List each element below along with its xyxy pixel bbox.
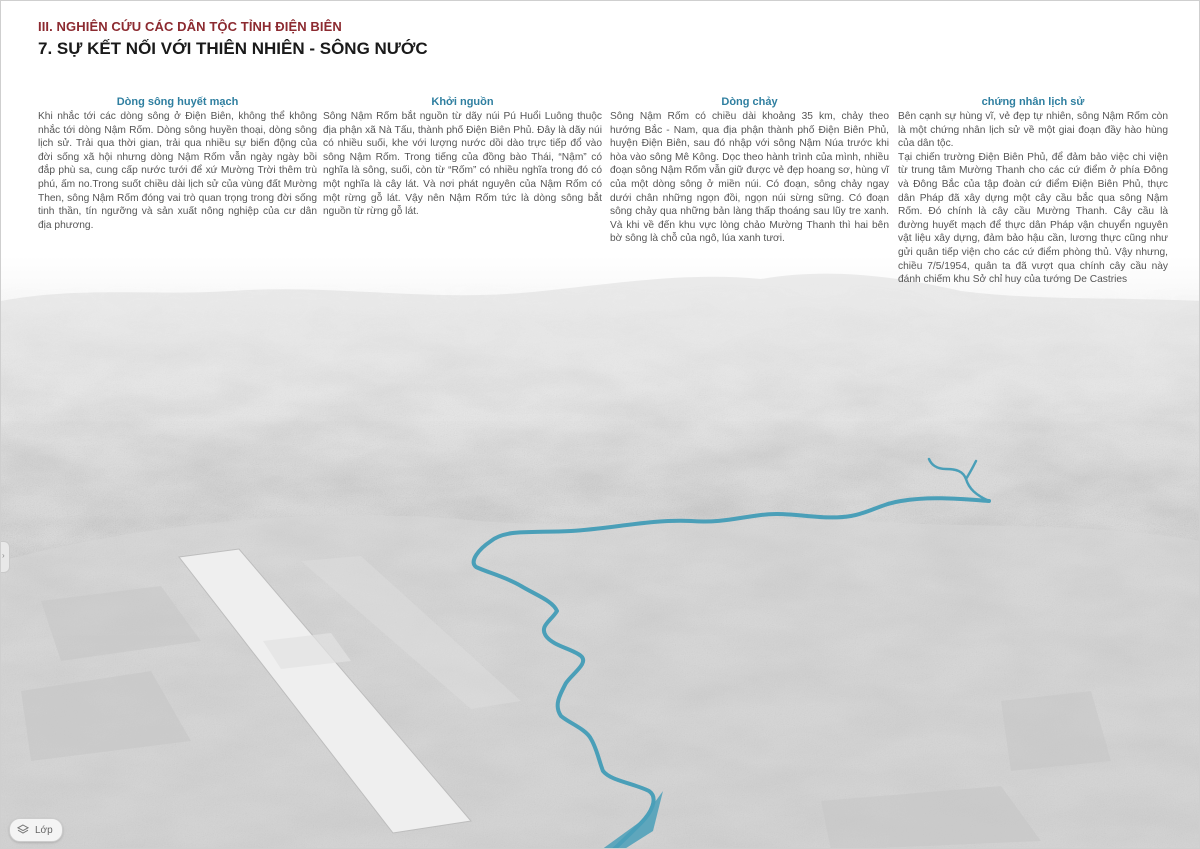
column-body: Sông Nậm Rốm bắt nguồn từ dãy núi Pú Huổi Luông thuộc địa phận xã Nà Tấu, thành phố Điện Biên Phủ. Đây là dãy núi có nhiều suối, khe với lượng nước dồi dào trực tiếp đổ vào sông Nậm Rốm. Trong tiếng của đồng bào Thái, “Nậm” có nghĩa là sông, suối, còn từ “Rốm” có nhiều nghĩa trong đó có một nghĩa là cây lát. Và nơi phát nguyên của Nậm Rốm có một rừng gỗ lát. Vậy nên Nậm Rốm tức là dòng sông bắt nguồn từ rừng gỗ lát. <box>323 111 602 218</box>
column-heading: Dòng sông huyết mạch <box>116 96 239 108</box>
valley-floor <box>1 515 1200 849</box>
column-body: Khi nhắc tới các dòng sông ở Điện Biên, không thể không nhắc tới dòng Nậm Rốm. Dòng sông huyền thoại, dòng sông lịch sử. Trải qua thời gian, trải qua nhiều sự biến động của đời sống xã hội nhưng dòng Nậm Rốm vẫn ngày ngày bồi đắp phù sa, cung cấp nước tưới để xứ Mường Trời thêm trù phú, ấm no.Trong suốt chiều dài lịch sử của vùng đất Mường Then, sông Nậm Rốm đóng vai trò quan trọng trong đời sống tinh thần, tín ngưỡng và sản xuất nông nghiệp của cư dân địa phương. <box>38 111 317 231</box>
column-body: Bên cạnh sự hùng vĩ, vẻ đẹp tự nhiên, sông Nậm Rốm còn là một chứng nhân lịch sử về một giai đoạn đầy hào hùng của dân tộc. <box>898 111 1168 150</box>
column-body: Sông Nậm Rốm có chiều dài khoảng 35 km, chảy theo hướng Bắc - Nam, qua địa phận thành phố Điện Biên Phủ, huyện Điện Biên, sau đó nhập với sông Nậm Núa trước khi hòa vào sông Mê Kông. Dọc theo hành trình của mình, nhiều đoạn sông Nậm Rốm vẫn giữ được vẻ đẹp hoang sơ, hùng vĩ của một dòng sông ở miền núi. Có đoạn, sông chảy ngay dưới chân những ngọn đồi, ngọn núi sừng sững. Có đoạn sông chảy qua những bản làng thấp thoáng sau lũy tre xanh. Và khi về đến khu vực lòng chảo Mường Thanh thì hai bên bờ sông là chỗ của ngô, lúa xanh tươi. <box>610 111 889 245</box>
side-panel-toggle[interactable] <box>1 541 10 573</box>
page-header <box>38 18 428 60</box>
layers-icon <box>17 824 29 836</box>
column-body-paragraph-2: Tại chiến trường Điện Biên Phủ, để đảm bảo việc chi viện từ trung tâm Mường Thanh cho các cứ điểm ở phía Đông và Đông Bắc của tập đoàn cứ điểm Điện Biên Phủ, thực dân Pháp đã xây dựng một cây cầu bắc qua sông Nậm Rốm. Đó chính là cây cầu Mường Thanh. Cây cầu là đường huyết mạch để thực dân Pháp vận chuyển nguyên vật liệu xây dựng, đảm bảo hậu cần, lương thực cũng như gửi quân tiếp viện cho các cứ điểm phòng thủ. Vậy nhưng, chiều 7/5/1954, quân ta đã vượt qua chính cây cầu này đánh chiếm khu Sở chỉ huy của tướng De Castries <box>898 151 1168 286</box>
column-history-witness <box>898 95 1168 287</box>
column-heading: Khởi nguồn <box>431 96 494 108</box>
column-flow <box>610 95 889 246</box>
column-origin <box>323 95 602 219</box>
page-title: 7. SỰ KẾT NỐI VỚI THIÊN NHIÊN - SÔNG NƯỚC <box>38 39 428 58</box>
layer-button-label: Lớp <box>35 824 53 836</box>
layer-button[interactable] <box>9 818 63 842</box>
column-heading: chứng nhân lịch sử <box>981 96 1085 108</box>
section-title: III. NGHIÊN CỨU CÁC DÂN TỘC TỈNH ĐIỆN BIÊN <box>38 19 342 34</box>
chevron-right-icon: › <box>2 551 5 560</box>
column-heading: Dòng chảy <box>721 96 778 108</box>
column-lifeline-river <box>38 95 317 232</box>
